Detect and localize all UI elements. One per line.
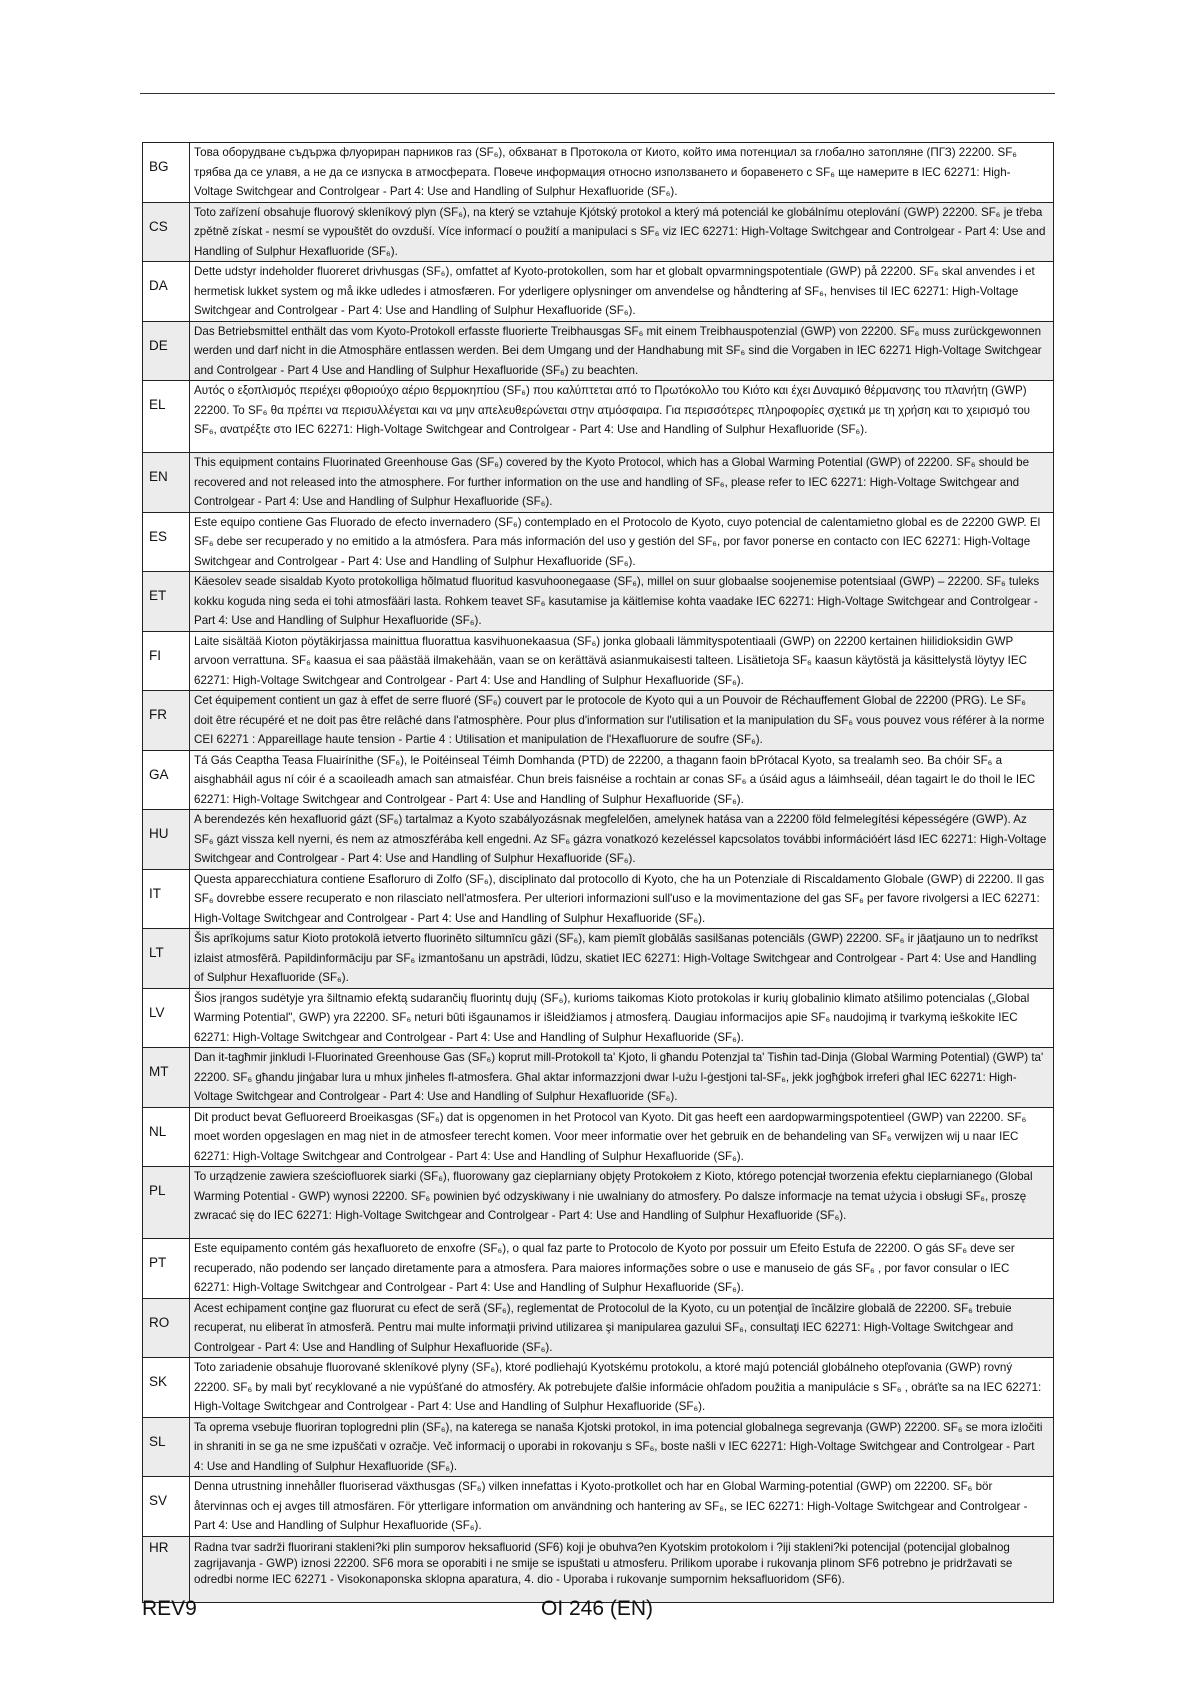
language-code: SL (149, 1433, 166, 1449)
table-row (143, 143, 1054, 203)
sf6-notice-text: Das Betriebsmittel enthält das vom Kyoto-Protokoll erfasste fluorierte Treibhausgas SF₆ mit einem Treibhauspotenzial (GWP) von 22200. SF₆ muss zurückgewonnen werden und darf nicht in die Atmosphäre entlassen werden. Bei dem Umgang und der Handhabung mit SF₆ sind die Vorgaben in IEC 62271 High-Voltage Switchgear and Controlgear - Part 4 Use and Handling of Sulphur Hexafluoride (SF₆) zu beachten. (190, 321, 1054, 381)
sf6-notice-text: Dit product bevat Gefluoreerd Broeikasgas (SF₆) dat is opgenomen in het Protocol van Kyoto. Dit gas heeft een aardopwarmingspotentieel (GWP) van 22200. SF₆ moet worden opgeslagen en mag niet in de atmosfeer terecht komen. Voor meer informatie over het gebruik en de behandeling van SF₆ verwijzen wij u naar IEC 62271: High-Voltage Switchgear and Controlgear - Part 4: Use and Handling of Sulphur Hexafluoride (SF₆). (190, 1107, 1054, 1167)
language-code: PL (149, 1183, 166, 1198)
table-row (143, 1239, 1054, 1299)
sf6-language-table (142, 142, 1054, 1603)
sf6-notice-text: Käesolev seade sisaldab Kyoto protokolliga hõlmatud fluoritud kasvuhoonegaase (SF₆), millel on suur globaalse soojenemise potentsiaal (GWP) – 22200. SF₆ tuleks kokku koguda ning seda ei tohi atmosfääri lasta. Rohkem teavet SF₆ kasutamise ja käitlemise kohta vaadake IEC 62271: High-Voltage Switchgear and Controlgear - Part 4: Use and Handling of Sulphur Hexafluoride (SF₆). (190, 572, 1054, 632)
sf6-notice-text: Questa apparecchiatura contiene Esafloruro di Zolfo (SF₆), disciplinato dal protocollo di Kyoto, che ha un Potenziale di Riscaldamento Globale (GWP) di 22200. Il gas SF₆ dovrebbe essere recuperato e non rilasciato nell'atmosfera. Per ulteriori informazioni sull'uso e la movimentazione del gas SF₆ per favore rivolgersi a IEC 62271: High-Voltage Switchgear and Controlgear - Part 4: Use and Handling of Sulphur Hexafluoride (SF₆). (190, 869, 1054, 929)
language-code-cell (143, 1167, 190, 1239)
table-row (143, 381, 1054, 453)
sf6-notice-text: Acest echipament conţine gaz fluorurat cu efect de seră (SF₆), reglementat de Protocolul de la Kyoto, cu un potenţial de încălzire globală de 22200. SF₆ trebuie recuperat, nu eliberat în atmosferă. Pentru mai multe informaţii privind utilizarea şi manipularea gazului SF₆, consultaţi IEC 62271: High-Voltage Switchgear and Controlgear - Part 4: Use and Handling of Sulphur Hexafluoride (SF₆). (190, 1298, 1054, 1358)
language-code: LV (149, 1004, 165, 1020)
header-rule (140, 93, 1055, 94)
sf6-notice-text: Este equipo contiene Gas Fluorado de efecto invernadero (SF₆) contemplado en el Protocolo de Kyoto, cuyo potencial de calentamietno global es de 22200 GWP. El SF₆ debe ser recuperado y no emitido a la atmósfera. Para más información del uso y gestión del SF₆, por favor ponerse en contacto con IEC 62271: High-Voltage Switchgear and Controlgear - Part 4: Use and Handling of Sulphur Hexafluoride (SF₆). (190, 512, 1054, 572)
language-code: LT (149, 945, 164, 960)
table-row (143, 929, 1054, 989)
sf6-notice-text: To urządzenie zawiera sześciofluorek siarki (SF₆), fluorowany gaz cieplarniany objęty Protokołem z Kioto, którego potencjał tworzenia efektu cieplarnianego (Global Warming Potential - GWP) wynosi 22200. SF₆ powinien być odzyskiwany i nie uwalniany do atmosfery. Po dalsze informacje na temat użycia i obsługi SF₆, proszę zwracać się do IEC 62271: High-Voltage Switchgear and Controlgear - Part 4: Use and Handling of Sulphur Hexafluoride (SF₆). (190, 1167, 1054, 1239)
language-code: HR (149, 1539, 169, 1555)
language-code-cell (143, 202, 190, 262)
language-code: GA (149, 766, 169, 782)
language-code-cell (143, 929, 190, 989)
language-code: FR (149, 707, 167, 722)
language-code-cell (143, 1239, 190, 1299)
sf6-notice-text: Radna tvar sadrži fluorirani stakleni?ki plin sumporov heksafluorid (SF6) koji je obuhva?en Kyotskim protokolom i ?iji stakleni?ki potencijal (potencijal globalnog zagrijavanja - GWP) iznosi 22200. SF6 mora se oporabiti i ne smije se ispuštati u atmosferu. Prilikom uporabe i rukovanja plinom SF6 potrebno je pridržavati se odredbi norme IEC 62271 - Visokonaponska sklopna aparatura, 4. dio - Uporaba i rukovanje sumpornim heksafluoridom (SF6). (190, 1536, 1054, 1602)
language-code-cell (143, 1358, 190, 1418)
language-code-cell (143, 262, 190, 322)
language-code-cell (143, 691, 190, 751)
table-body (143, 143, 1054, 1603)
table-row (143, 1358, 1054, 1418)
language-code-cell (143, 321, 190, 381)
language-code-cell (143, 631, 190, 691)
sf6-notice-text: Toto zařízení obsahuje fluorový skleníkový plyn (SF₆), na který se vztahuje Kjótský protokol a který má potenciál ke globálnímu oteplování (GWP) 22200. SF₆ je třeba zpětně získat - nesmí se vypouštět do ovzduší. Více informací o použití a manipulaci s SF₆ viz IEC 62271: High-Voltage Switchgear and Controlgear - Part 4: Use and Handling of Sulphur Hexafluoride (SF₆). (190, 202, 1054, 262)
table-row (143, 262, 1054, 322)
language-code-cell (143, 1536, 190, 1602)
table-row (143, 691, 1054, 751)
language-code-cell (143, 1417, 190, 1477)
sf6-notice-text: Ta oprema vsebuje fluoriran toplogredni plin (SF₆), na katerega se nanaša Kjotski protokol, in ima potencial globalnega segrevanja (GWP) 22200. SF₆ se mora izločiti in shraniti in se ga ne sme izpuščati v ozračje. Več informacij o uporabi in rokovanju s SF₆, boste našli v IEC 62271: High-Voltage Switchgear and Controlgear - Part 4: Use and Handling of Sulphur Hexafluoride (SF₆). (190, 1417, 1054, 1477)
sf6-notice-text: A berendezés kén hexafluorid gázt (SF₆) tartalmaz a Kyoto szabályozásnak megfelelően, amelynek hatása van a 22200 föld felmelegítési képességére (GWP). Az SF₆ gázt vissza kell nyerni, és nem az atmoszférába kell engedni. Az SF₆ gázra vonatkozó kezeléssel kapcsolatos további információért lásd IEC 62271: High-Voltage Switchgear and Controlgear - Part 4: Use and Handling of Sulphur Hexafluoride (SF₆). (190, 810, 1054, 870)
sf6-notice-text: Este equipamento contém gás hexafluoreto de enxofre (SF₆), o qual faz parte to Protocolo de Kyoto por possuir um Efeito Estufa de 22200. O gás SF₆ deve ser recuperado, não podendo ser lançado diretamente para a atmosfera. Para maiores informações sobre o use e manuseio de gás SF₆ , por favor consular o IEC 62271: High-Voltage Switchgear and Controlgear - Part 4: Use and Handling of Sulphur Hexafluoride (SF₆). (190, 1239, 1054, 1299)
language-code: NL (149, 1123, 167, 1139)
sf6-notice-text: Šios įrangos sudėtyje yra šiltnamio efektą sudarančių fluorintų dujų (SF₆), kurioms taikomas Kioto protokolas ir kurių globalinio klimato atšilimo potencialas („Global Warming Potential", GWP) yra 22200. SF₆ neturi būti išgaunamos ir išleidžiamos į atmosferą. Daugiau informacijos apie SF₆ naudojimą ir tvarkymą ieškokite IEC 62271: High-Voltage Switchgear and Controlgear - Part 4: Use and Handling of Sulphur Hexafluoride (SF₆). (190, 988, 1054, 1048)
language-code-cell (143, 988, 190, 1048)
language-code: EN (149, 469, 168, 484)
language-code-cell (143, 1107, 190, 1167)
language-code: PT (149, 1255, 167, 1270)
table-row (143, 1107, 1054, 1167)
table-row (143, 988, 1054, 1048)
sf6-notice-text: Dan it-tagħmir jinkludi l-Fluorinated Greenhouse Gas (SF₆) koprut mill-Protokoll ta' Kjoto, li għandu Potenzjal ta' Tisħin tad-Dinja (Global Warming Potential) (GWP) ta' 22200. SF₆ għandu jinġabar lura u mhux jinħeles fl-atmosfera. Għal aktar informazzjoni dwar l-użu l-ġestjoni tal-SF₆, jekk jogħġbok irreferi għal IEC 62271: High-Voltage Switchgear and Controlgear - Part 4: Use and Handling of Sulphur Hexafluoride (SF₆). (190, 1048, 1054, 1108)
sf6-notice-text: Šis aprīkojums satur Kioto protokolā ietverto fluorinēto siltumnīcu gāzi (SF₆), kam piemīt globālās sasilšanas potenciāls (GWP) 22200. SF₆ ir jāatjauno un to nedrīkst izlaist atmosfērā. Papildinformāciju par SF₆ izmantošanu un apstrādi, lūdzu, skatiet IEC 62271: High-Voltage Switchgear and Controlgear - Part 4: Use and Handling of Sulphur Hexafluoride (SF₆). (190, 929, 1054, 989)
table-row (143, 750, 1054, 810)
language-code: FI (149, 647, 161, 663)
sf6-notice-text: Dette udstyr indeholder fluoreret drivhusgas (SF₆), omfattet af Kyoto-protokollen, som har et globalt opvarmningspotentiale (GWP) på 22200. SF₆ skal anvendes i et hermetisk lukket system og må ikke udledes i atmosfæren. For yderligere oplysninger om anvendelse og håndtering af SF₆, henvises til IEC 62271: High-Voltage Switchgear and Controlgear - Part 4: Use and Handling of Sulphur Hexafluoride (SF₆). (190, 262, 1054, 322)
language-code-cell (143, 572, 190, 632)
sf6-notice-text: Denna utrustning innehåller fluoriserad växthusgas (SF₆) vilken innefattas i Kyoto-protkollet och har en Global Warming-potential (GWP) om 22200. SF₆ bör återvinnas och ej avges till atmosfären. För ytterligare information om användning och hantering av SF₆, se IEC 62271: High-Voltage Switchgear and Controlgear - Part 4: Use and Handling of Sulphur Hexafluoride (SF₆). (190, 1477, 1054, 1537)
language-code: DA (149, 278, 168, 293)
table-row (143, 1167, 1054, 1239)
table-row (143, 321, 1054, 381)
sf6-notice-text: Toto zariadenie obsahuje fluorované skleníkové plyny (SF₆), ktoré podliehajú Kyotskému protokolu, a ktoré majú potenciál globálneho otepľovania (GWP) rovný 22200. SF₆ by mali byť recyklované a nie vypúšťané do atmosféry. Ak potrebujete ďalšie informácie ohľadom použitia a manipulácie s SF₆ , obráťte sa na IEC 62271: High-Voltage Switchgear and Controlgear - Part 4: Use and Handling of Sulphur Hexafluoride (SF₆). (190, 1358, 1054, 1418)
sf6-notice-text: This equipment contains Fluorinated Greenhouse Gas (SF₆) covered by the Kyoto Protocol, which has a Global Warming Potential (GWP) of 22200. SF₆ should be recovered and not released into the atmosphere. For further information on the use and handling of SF₆, please refer to IEC 62271: High-Voltage Switchgear and Controlgear - Part 4: Use and Handling of Sulphur Hexafluoride (SF₆). (190, 453, 1054, 513)
table-row (143, 1536, 1054, 1602)
table-row (143, 1048, 1054, 1108)
table-row (143, 512, 1054, 572)
language-code-cell (143, 453, 190, 513)
table-row (143, 202, 1054, 262)
language-code: ET (149, 588, 167, 603)
sf6-notice-text: Tá Gás Ceaptha Teasa Fluairínithe (SF₆), le Poitéinseal Téimh Domhanda (PTD) de 22200, a thagann faoin bPrótacal Kyoto, sa trealamh seo. Ba chóir SF₆ a aisghabháil agus ní cóir é a scaoileadh amach san atmaisféar. Chun breis faisnéise a rochtain ar conas SF₆ a úsáid agus a láimhseáil, déan tagairt le do thoil le IEC 62271: High-Voltage Switchgear and Controlgear - Part 4: Use and Handling of Sulphur Hexafluoride (SF₆). (190, 750, 1054, 810)
language-code-cell (143, 1298, 190, 1358)
language-code-cell (143, 512, 190, 572)
language-code: SK (149, 1374, 168, 1389)
sf6-notice-text: Laite sisältää Kioton pöytäkirjassa mainittua fluorattua kasvihuonekaasua (SF₆) jonka globaali lämmityspotentiaali (GWP) on 22200 kertainen hiilidioksidin GWP arvoon verrattuna. SF₆ kaasua ei saa päästää ilmakehään, vaan se on kerättävä asianmukaisesti talteen. Lisätietoja SF₆ kaasun käytöstä ja käsittelystä löytyy IEC 62271: High-Voltage Switchgear and Controlgear - Part 4: Use and Handling of Sulphur Hexafluoride (SF₆). (190, 631, 1054, 691)
table-row (143, 1417, 1054, 1477)
table-row (143, 869, 1054, 929)
language-code: DE (149, 337, 168, 353)
table-row (143, 810, 1054, 870)
table-row (143, 453, 1054, 513)
table-row (143, 572, 1054, 632)
language-code-cell (143, 750, 190, 810)
table-row (143, 1477, 1054, 1537)
table-row (143, 631, 1054, 691)
table-row (143, 1298, 1054, 1358)
language-code-cell (143, 810, 190, 870)
sf6-notice-text: Това оборудване съдържа флуориран парников газ (SF₆), обхванат в Протокола от Киото, който има потенциал за глобално затопляне (ПГЗ) 22200. SF₆ трябва да се улавя, а не да се изпуска в атмосферата. Повече информация относно използването и боравенето с SF₆ ще намерите в IEC 62271: High-Voltage Switchgear and Controlgear - Part 4: Use and Handling of Sulphur Hexafluoride (SF₆). (190, 143, 1054, 203)
language-code-cell (143, 143, 190, 203)
language-code: BG (149, 159, 169, 174)
sf6-notice-text: Αυτός ο εξοπλισμός περιέχει φθοριούχο αέριο θερμοκηπίου (SF₆) που καλύπτεται από το Πρωτόκολλο του Κιότο και έχει Δυναμικό θέρμανσης του πλανήτη (GWP) 22200. Το SF₆ θα πρέπει να περισυλλέγεται και να μην απελευθερώνεται στην ατμόσφαιρα. Για περισσότερες πληροφορίες σχετικά με τη χρήση και το χειρισμό του SF₆, ανατρέξτε στο IEC 62271: High-Voltage Switchgear and Controlgear - Part 4: Use and Handling of Sulphur Hexafluoride (SF₆). (190, 381, 1054, 453)
language-code: HU (149, 826, 169, 841)
language-code: ES (149, 528, 168, 544)
language-code: EL (149, 397, 166, 412)
language-code-cell (143, 1048, 190, 1108)
language-code-cell (143, 1477, 190, 1537)
footer-revision: REV9 (142, 1597, 197, 1620)
language-code: CS (149, 218, 168, 234)
language-code: RO (149, 1314, 170, 1330)
sf6-notice-text: Cet équipement contient un gaz à effet de serre fluoré (SF₆) couvert par le protocole de Kyoto qui a un Pouvoir de Réchauffement Global de 22200 (PRG). Le SF₆ doit être récupéré et ne doit pas être relâché dans l'atmosphère. Pour plus d'information sur l'utilisation et la manipulation du SF₆ vous pouvez vous référer à la norme CEI 62271 : Appareillage haute tension - Partie 4 : Utilisation et manipulation de l'Hexafluorure de soufre (SF₆). (190, 691, 1054, 751)
footer-document-id: OI 246 (EN) (541, 1597, 654, 1620)
language-code: MT (149, 1064, 169, 1079)
language-code-cell (143, 381, 190, 453)
language-code: SV (149, 1493, 168, 1508)
language-code-cell (143, 869, 190, 929)
language-code: IT (149, 885, 161, 901)
